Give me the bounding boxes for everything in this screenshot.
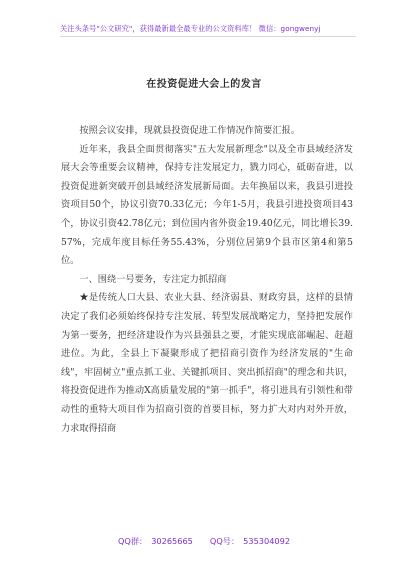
header-divider xyxy=(60,36,356,37)
top-banner: 关注头条号"公文研究"，获得最新最全最专业的公文资料库！ 微信：gongwenyj xyxy=(60,24,321,33)
document-title: 在投资促进大会上的发言 xyxy=(146,79,262,90)
qq-number: 535304092 xyxy=(243,536,291,546)
paragraph-summary: 近年来，我县全面贯彻落实"五大发展新理念"以及全市县域经济发展大会等重要会议精神，保持专注发展定力，戮力同心，砥砺奋进，以投资促进新突破开创县域经济发展新局面。去年换届以来，我县引进投资项目50个，协议引资70.33亿元；今年1-5月，我县引进投资项目43个，协议引资42.78亿元；到位国内省外资金19.40亿元，同比增长39.57%，完成年度目标任务55.43%，分别位居第9个县市区第4和第5位。 xyxy=(61,143,353,267)
qq-label: QQ号： xyxy=(209,536,240,546)
section-heading: 一、围绕一号要务，专注定力抓招商 xyxy=(79,273,227,285)
qq-group-label: QQ群： xyxy=(117,536,148,546)
qq-group-number: 30265665 xyxy=(151,536,193,546)
document-body xyxy=(61,122,353,438)
paragraph-intro: 按照会议安排，现就县投资促进工作情况作简要汇报。 xyxy=(79,125,300,136)
paragraph-section-one: ★是传统人口大县、农业大县、经济弱县、财政穷县，这样的县情决定了我们必须始终保持专注发展、转型发展战略定力，坚持把发展作为第一要务，把经济建设作为兴县强县之要，才能实现底部崛起、赶超进位。为此，全县上下凝聚形成了把招商引资作为经济发展的"生命线"，牢固树立"重点抓工业、关键抓项目、突出抓招商"的理念和共识，将投资促进作为推动X高质量发展的"第一抓手"，将引进具有引领性和带动性的重特大项目作为招商引资的首要目标，努力扩大对内对外开放，力求取得招商 xyxy=(61,292,353,434)
footer-contact xyxy=(0,536,408,547)
